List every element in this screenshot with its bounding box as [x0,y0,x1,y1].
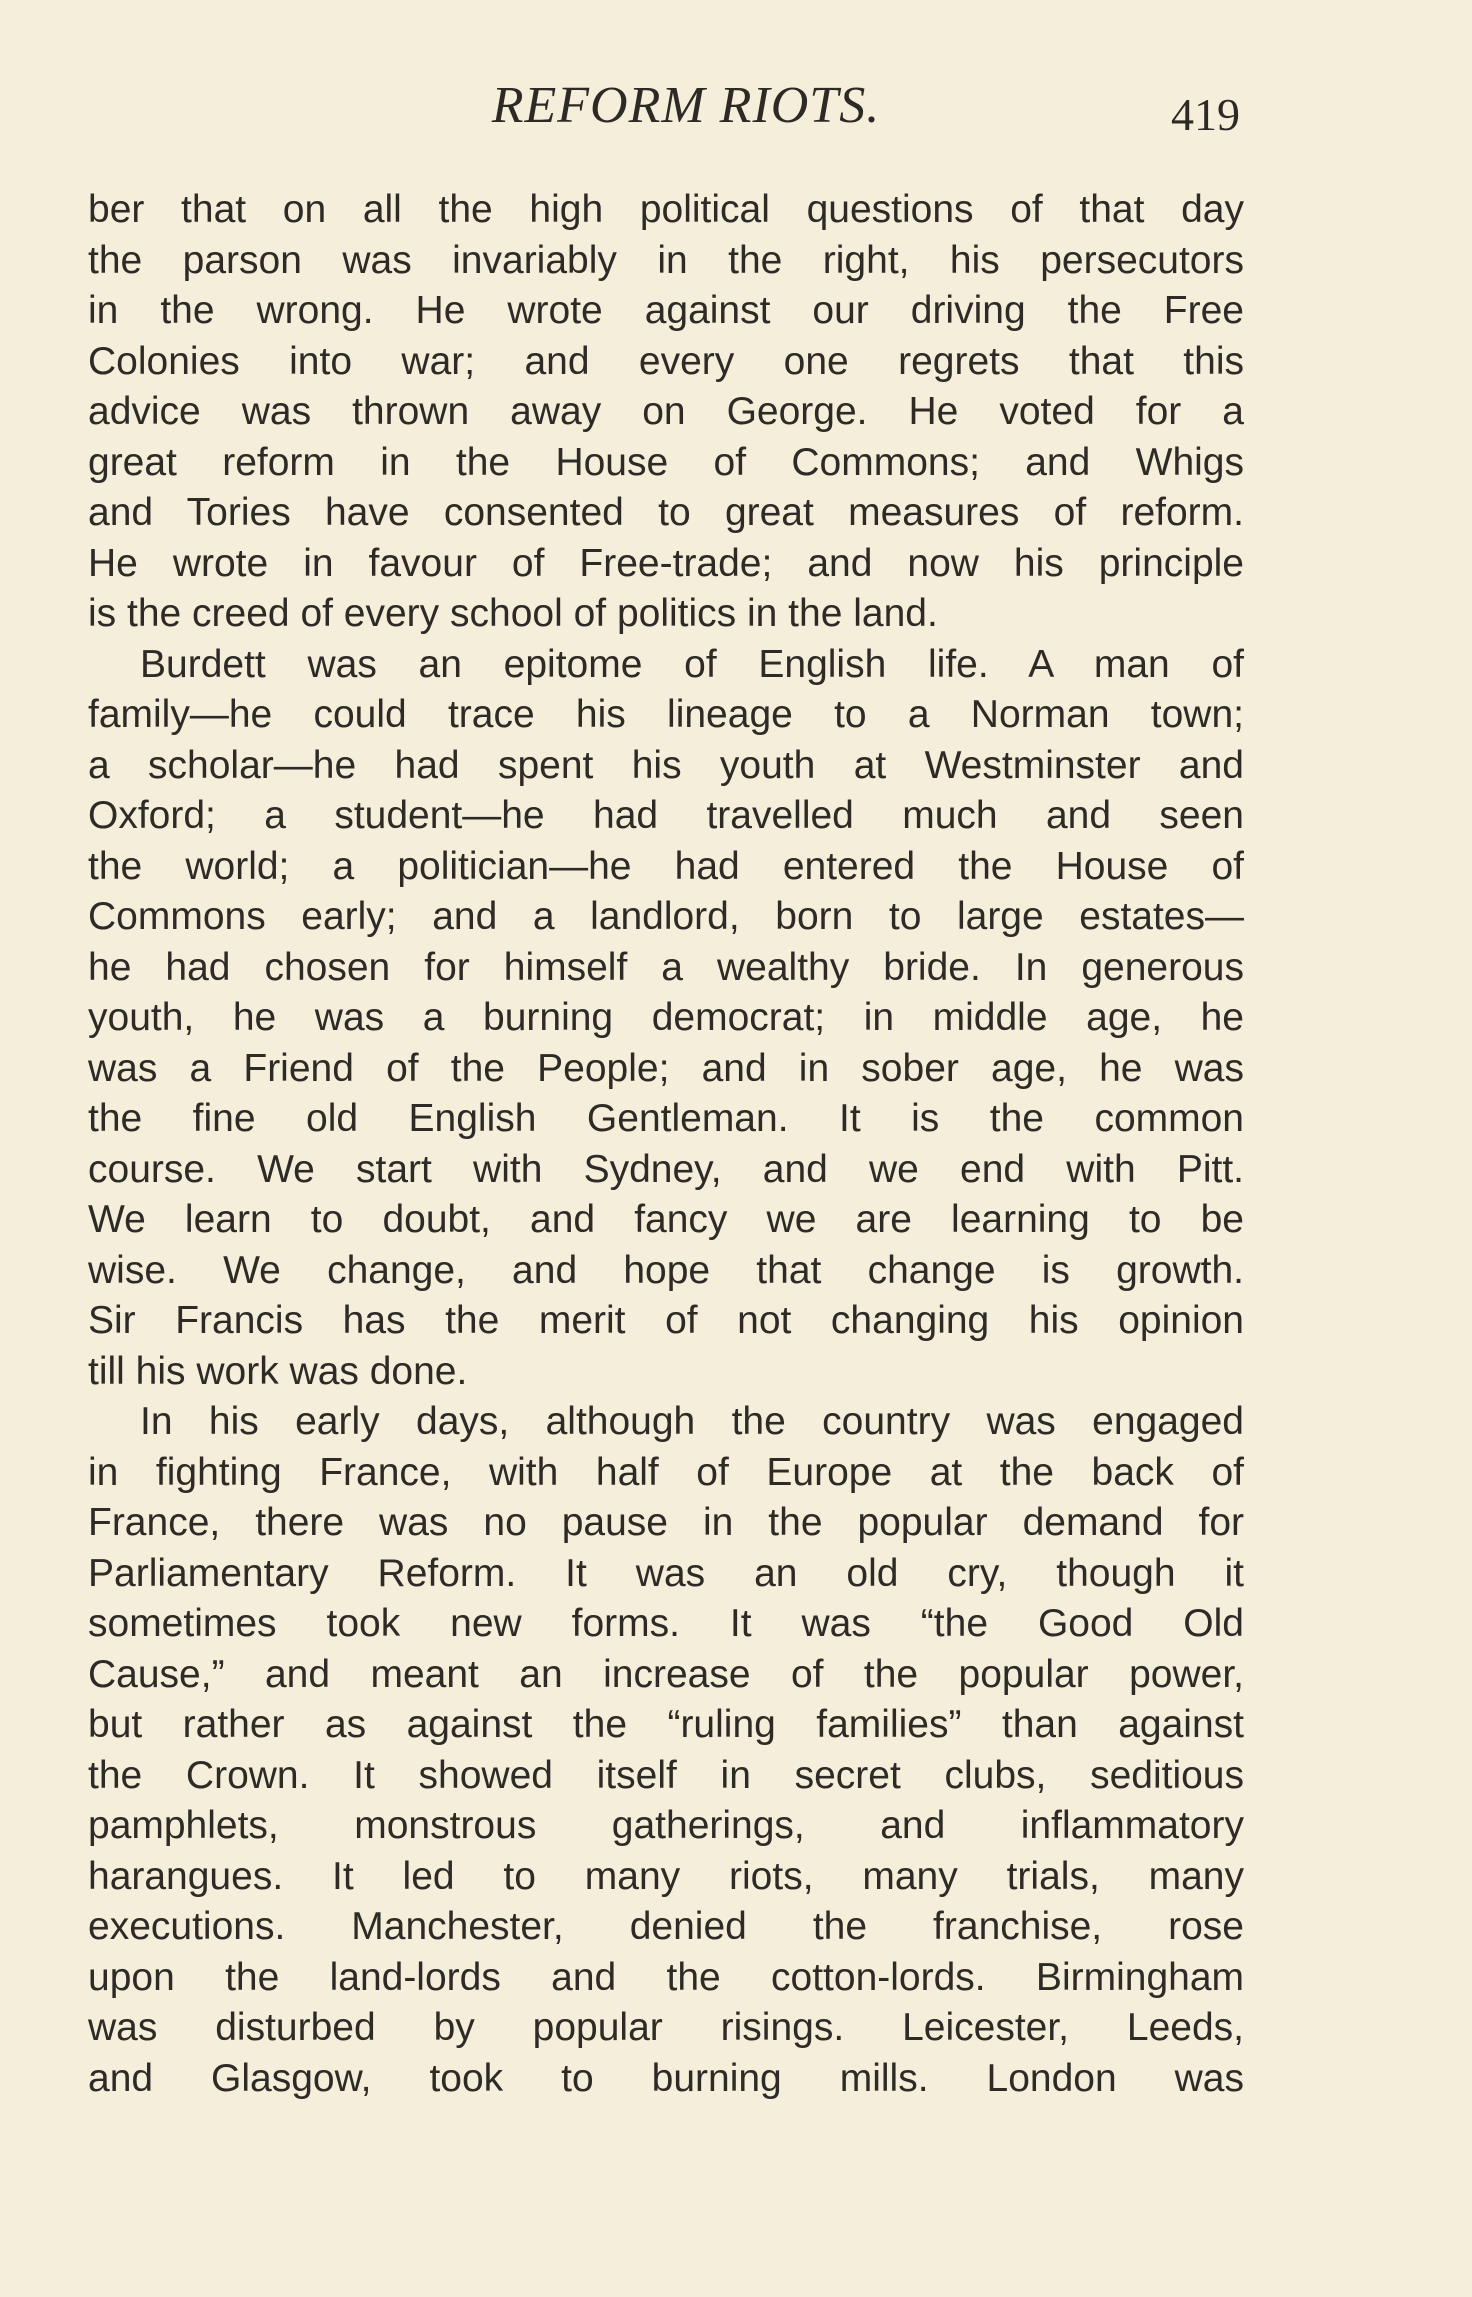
text-line: the world; a politician—he had entered the House of [88,844,1244,888]
text-line: the Crown. It showed itself in secret clubs, seditious [88,1753,1244,1797]
text-line: wise. We change, and hope that change is growth. [88,1248,1244,1292]
text-line: was disturbed by popular risings. Leicester, Leeds, [88,2006,1244,2049]
text-line: and Tories have consented to great measures of reform. [88,491,1244,534]
text-line: he had chosen for himself a wealthy bride. In generous [88,945,1244,989]
text-line: Commons early; and a landlord, born to large estates— [88,895,1244,938]
text-line: a scholar—he had spent his youth at Westminster and [88,743,1244,787]
text-line: in the wrong. He wrote against our driving the Free [88,289,1244,332]
text-line: ber that on all the high political questions of that day [88,188,1244,231]
text-line: great reform in the House of Commons; and Whigs [88,440,1244,484]
text-line: executions. Manchester, denied the franchise, rose [88,1905,1244,1948]
text-line: in fighting France, with half of Europe at the back of [88,1450,1244,1494]
text-line: advice was thrown away on George. He voted for a [88,390,1244,433]
text-line: harangues. It led to many riots, many trials, many [88,1854,1244,1898]
text-line: Oxford; a student—he had travelled much and seen [88,794,1244,837]
text-line: Colonies into war; and every one regrets that this [88,339,1244,383]
text-line: but rather as against the “ruling families” than against [88,1703,1244,1746]
text-line: the fine old English Gentleman. It is the common [88,1097,1244,1140]
text-line: family—he could trace his lineage to a Norman town; [88,693,1244,736]
text-line: Sir Francis has the merit of not changing his opinion [88,1299,1244,1342]
text-line: He wrote in favour of Free-trade; and now his principle [88,541,1244,585]
text-line: till his work was done. [88,1349,468,1393]
text-line: the parson was invariably in the right, his persecutors [88,238,1244,282]
running-title: REFORM RIOTS. [491,77,881,134]
paragraph-first-line: Burdett was an epitome of English life. A man of [140,642,1244,686]
text-line: Cause,” and meant an increase of the popular power, [88,1652,1244,1696]
text-line: is the creed of every school of politics in the land. [88,592,938,635]
body-text [88,185,1244,2104]
text-line: and Glasgow, took to burning mills. London was [88,2056,1244,2100]
text-line: France, there was no pause in the popular demand for [88,1501,1244,1544]
text-line: Parliamentary Reform. It was an old cry, though it [88,1551,1244,1595]
text-line: We learn to doubt, and fancy we are learning to be [88,1198,1244,1241]
page-number: 419 [1171,89,1240,140]
text-line: upon the land-lords and the cotton-lords. Birmingham [88,1955,1244,1999]
text-line: sometimes took new forms. It was “the Good Old [88,1602,1244,1645]
text-line: was a Friend of the People; and in sober age, he was [88,1046,1244,1090]
paragraph-first-line: In his early days, although the country was engaged [140,1400,1244,1443]
text-line: pamphlets, monstrous gatherings, and inflammatory [88,1804,1244,1847]
text-line: youth, he was a burning democrat; in middle age, he [88,996,1244,1039]
text-line: course. We start with Sydney, and we end with Pitt. [88,1147,1244,1191]
